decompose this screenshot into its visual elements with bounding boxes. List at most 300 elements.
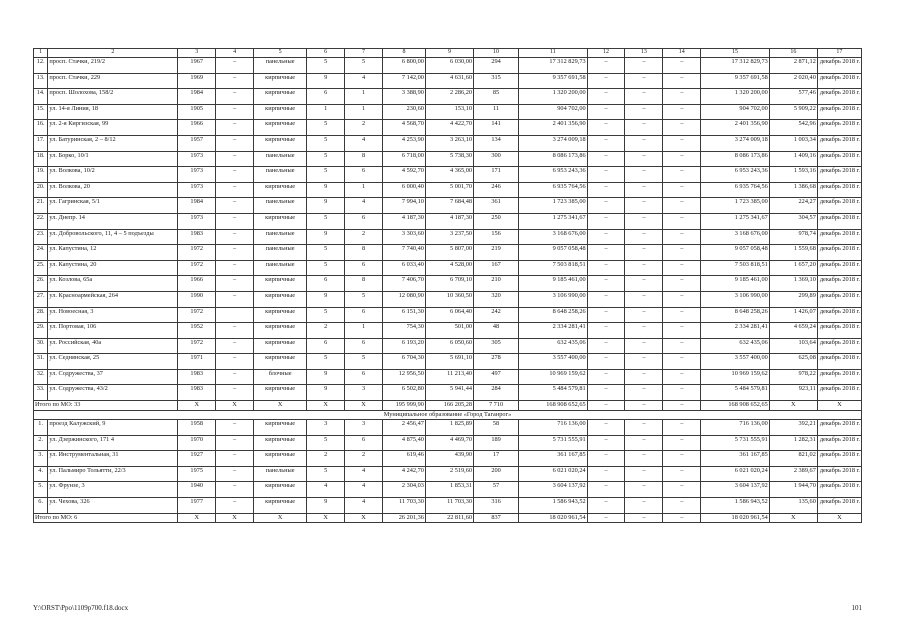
table-cell: 4 — [216, 49, 254, 58]
table-cell — [216, 307, 254, 323]
table-cell: – — [216, 151, 254, 167]
section-title-row — [34, 410, 862, 420]
table-cell: 21. — [34, 198, 48, 214]
table-cell: – — [587, 182, 625, 198]
table-cell: 1 369,10 — [769, 276, 817, 292]
table-cell: 250 — [474, 213, 519, 229]
table-cell: – — [587, 213, 625, 229]
table-cell: просп. Шолохова, 158/2 — [48, 89, 178, 105]
table-cell: – — [216, 435, 254, 451]
table-cell: декабрь 2018 г. — [817, 369, 861, 385]
table-cell: панельные — [254, 58, 307, 74]
table-cell: 316 — [474, 498, 519, 514]
table-cell: X — [178, 401, 216, 411]
table-cell: кирпичные — [254, 323, 307, 339]
table-cell: 5. — [34, 482, 48, 498]
table-cell: – — [587, 498, 625, 514]
table-cell: 294 — [474, 58, 519, 74]
table-cell: 3 — [345, 385, 383, 401]
table-cell: 224,27 — [769, 198, 817, 214]
table-cell: 1973 — [178, 213, 216, 229]
table-cell: 1 409,16 — [769, 151, 817, 167]
table-cell: 11 — [474, 104, 519, 120]
table-cell: – — [663, 213, 701, 229]
table-cell: – — [216, 291, 254, 307]
table-cell: 1 386,68 — [769, 182, 817, 198]
table-cell: 33. — [34, 385, 48, 401]
table-cell: – — [587, 73, 625, 89]
table-cell: 2 401 356,90 — [701, 120, 770, 136]
table-cell: – — [625, 135, 663, 151]
table-cell: – — [216, 73, 254, 89]
table-cell: 3 604 137,92 — [519, 482, 588, 498]
table-cell: – — [663, 167, 701, 183]
table-cell: – — [587, 513, 625, 523]
table-cell: панельные — [254, 245, 307, 261]
table-cell: 2 304,03 — [382, 482, 425, 498]
table-cell: – — [587, 369, 625, 385]
table-cell: декабрь 2018 г. — [817, 245, 861, 261]
table-cell: 2 519,60 — [425, 466, 473, 482]
table-cell: 1973 — [178, 182, 216, 198]
section-title: Муниципальное образование «Город Таганрог» — [34, 410, 862, 420]
table-total-row — [34, 401, 862, 411]
table-cell: 18 020 961,54 — [701, 513, 770, 523]
table-cell: 1 275 341,67 — [519, 213, 588, 229]
table-cell: – — [625, 369, 663, 385]
table-cell: 9 — [307, 182, 345, 198]
table-cell: 7 406,70 — [382, 276, 425, 292]
table-row — [34, 89, 862, 105]
table-cell: 9 — [307, 198, 345, 214]
table-row — [34, 451, 862, 467]
table-cell: декабрь 2018 г. — [817, 167, 861, 183]
table-row — [34, 229, 862, 245]
table-cell: 5 — [307, 213, 345, 229]
table-cell: 1957 — [178, 135, 216, 151]
table-cell: – — [587, 435, 625, 451]
table-cell: кирпичные — [254, 420, 307, 436]
table-cell: 6 — [307, 89, 345, 105]
table-cell: – — [663, 482, 701, 498]
table-cell: 1966 — [178, 120, 216, 136]
table-cell: X — [345, 513, 383, 523]
table-cell: 2 871,12 — [769, 58, 817, 74]
table-cell: – — [216, 104, 254, 120]
table-cell: декабрь 2018 г. — [817, 260, 861, 276]
table-cell: декабрь 2018 г. — [817, 151, 861, 167]
table-cell: – — [587, 58, 625, 74]
table-cell: 2 — [345, 451, 383, 467]
table-cell: – — [625, 354, 663, 370]
table-cell: – — [663, 89, 701, 105]
table-cell: – — [663, 323, 701, 339]
table-cell: ул. Волкова, 20 — [48, 182, 178, 198]
table-cell: ул. Гагринская, 5/1 — [48, 198, 178, 214]
table-cell: 6 935 764,56 — [519, 182, 588, 198]
table-cell: 10 360,50 — [425, 291, 473, 307]
table-cell: кирпичные — [254, 291, 307, 307]
table-cell: 4. — [34, 466, 48, 482]
table-cell: 5 — [307, 307, 345, 323]
table-cell: 5 — [254, 49, 307, 58]
table-cell: 4 469,70 — [425, 435, 473, 451]
table-cell: 9 — [307, 369, 345, 385]
table-cell: 11 — [519, 49, 588, 58]
table-cell: 5 — [307, 435, 345, 451]
table-cell: 5 807,00 — [425, 245, 473, 261]
table-cell: кирпичные — [254, 498, 307, 514]
table-cell: X — [254, 401, 307, 411]
table-cell: – — [587, 151, 625, 167]
table-cell: 12 080,90 — [382, 291, 425, 307]
table-cell: – — [625, 245, 663, 261]
table-row — [34, 291, 862, 307]
table-cell: 5 — [345, 291, 383, 307]
table-cell: 6 800,00 — [382, 58, 425, 74]
table-cell: – — [663, 151, 701, 167]
table-cell: кирпичные — [254, 89, 307, 105]
table-row — [34, 385, 862, 401]
table-cell: – — [625, 229, 663, 245]
table-cell: 26. — [34, 276, 48, 292]
table-cell: 2 — [48, 49, 178, 58]
table-cell: 8 648 258,26 — [519, 307, 588, 323]
table-cell: 10 969 159,62 — [701, 369, 770, 385]
table-cell: – — [625, 385, 663, 401]
table-cell: – — [625, 513, 663, 523]
table-cell: 25. — [34, 260, 48, 276]
table-cell: 17 — [817, 49, 861, 58]
table-cell: декабрь 2018 г. — [817, 323, 861, 339]
table-cell: X — [769, 513, 817, 523]
table-cell: 168 908 652,65 — [519, 401, 588, 411]
table-cell: 17 312 829,73 — [701, 58, 770, 74]
table-cell: ул. Капустина, 12 — [48, 245, 178, 261]
table-cell: 4 422,70 — [425, 120, 473, 136]
table-row — [34, 120, 862, 136]
table-cell: 29. — [34, 323, 48, 339]
table-cell: – — [216, 498, 254, 514]
table-cell: – — [587, 89, 625, 105]
table-cell: 7 503 818,51 — [701, 260, 770, 276]
table-cell: 1 — [345, 182, 383, 198]
table-cell: 242 — [474, 307, 519, 323]
table-cell: 18. — [34, 151, 48, 167]
table-cell: 6 — [345, 307, 383, 323]
table-cell: – — [663, 435, 701, 451]
table-cell: – — [216, 420, 254, 436]
table-cell: 497 — [474, 369, 519, 385]
table-row — [34, 73, 862, 89]
table-cell: декабрь 2018 г. — [817, 385, 861, 401]
table-cell: кирпичные — [254, 307, 307, 323]
table-row — [34, 276, 862, 292]
table-cell: – — [216, 198, 254, 214]
table-cell: – — [216, 120, 254, 136]
table-cell: 10 969 159,62 — [519, 369, 588, 385]
table-cell: 9 — [307, 229, 345, 245]
table-cell: декабрь 2018 г. — [817, 198, 861, 214]
table-cell: – — [216, 338, 254, 354]
table-cell: декабрь 2018 г. — [817, 135, 861, 151]
table-cell: ул. Седнянская, 25 — [48, 354, 178, 370]
table-cell: X — [307, 401, 345, 411]
table-row — [34, 58, 862, 74]
table-cell: 219 — [474, 245, 519, 261]
table-cell: 18 020 961,54 — [519, 513, 588, 523]
table-cell: проезд Калужский, 9 — [48, 420, 178, 436]
table-cell: – — [587, 466, 625, 482]
table-cell: 166 205,28 — [425, 401, 473, 411]
table-cell: панельные — [254, 466, 307, 482]
table-cell: 1969 — [178, 73, 216, 89]
table-cell: ул. 2-я Киргизская, 99 — [48, 120, 178, 136]
table-cell: 1984 — [178, 198, 216, 214]
table-cell: – — [625, 151, 663, 167]
table-cell: 4 631,60 — [425, 73, 473, 89]
table-cell: 1984 — [178, 89, 216, 105]
table-cell: – — [587, 307, 625, 323]
table-cell: 5 909,22 — [769, 104, 817, 120]
table-cell: 904 702,00 — [519, 104, 588, 120]
table-cell: кирпичные — [254, 135, 307, 151]
table-cell: 15. — [34, 104, 48, 120]
table-cell: 542,96 — [769, 120, 817, 136]
table-cell: 4 — [345, 498, 383, 514]
table-cell: 1983 — [178, 385, 216, 401]
table-cell: 4 187,30 — [425, 213, 473, 229]
table-cell: панельные — [254, 198, 307, 214]
table-cell: кирпичные — [254, 120, 307, 136]
table-cell: – — [663, 498, 701, 514]
table-cell: 6 021 020,24 — [701, 466, 770, 482]
table-cell: – — [216, 354, 254, 370]
table-cell: 6 — [345, 260, 383, 276]
table-cell: 7 684,48 — [425, 198, 473, 214]
table-cell: декабрь 2018 г. — [817, 104, 861, 120]
table-cell: 4 528,00 — [425, 260, 473, 276]
table-cell: 632 435,06 — [701, 338, 770, 354]
table-cell: 2. — [34, 435, 48, 451]
table-row — [34, 135, 862, 151]
table-cell: 156 — [474, 229, 519, 245]
table-cell: 5 — [307, 466, 345, 482]
table-cell: 7 142,00 — [382, 73, 425, 89]
table-cell: 3 274 009,18 — [519, 135, 588, 151]
table-cell: – — [216, 385, 254, 401]
table-cell: 6 050,60 — [425, 338, 473, 354]
table-cell: Итого по МО: 6 — [34, 513, 178, 523]
table-cell: 9 — [307, 73, 345, 89]
table-cell: 12 — [587, 49, 625, 58]
table-cell: 20. — [34, 182, 48, 198]
table-cell: 48 — [474, 323, 519, 339]
table-cell: 1973 — [178, 151, 216, 167]
table-cell: – — [625, 435, 663, 451]
table-cell: 6 030,00 — [425, 58, 473, 74]
table-cell: – — [625, 482, 663, 498]
table-cell: 4 659,24 — [769, 323, 817, 339]
table-cell: панельные — [254, 260, 307, 276]
table-cell: Итого по МО: 33 — [34, 401, 178, 411]
table-cell: декабрь 2018 г. — [817, 466, 861, 482]
table-cell: 6 704,30 — [382, 354, 425, 370]
table-cell: 978,22 — [769, 369, 817, 385]
table-cell: 837 — [474, 513, 519, 523]
table-cell: декабрь 2018 г. — [817, 338, 861, 354]
table-cell: 153,10 — [425, 104, 473, 120]
table-cell: – — [625, 498, 663, 514]
page-number: 101 — [851, 604, 862, 612]
table-cell: 1972 — [178, 260, 216, 276]
table-cell: – — [587, 420, 625, 436]
table-row — [34, 182, 862, 198]
table-header-row — [34, 49, 862, 58]
table-cell: 1990 — [178, 291, 216, 307]
table-cell: X — [254, 513, 307, 523]
table-cell: 6 — [307, 338, 345, 354]
table-cell: 7 740,40 — [382, 245, 425, 261]
table-cell: 9 — [425, 49, 473, 58]
table-cell: 1 723 385,00 — [519, 198, 588, 214]
table-cell: – — [587, 135, 625, 151]
table-cell: 1927 — [178, 451, 216, 467]
table-cell: 1973 — [178, 167, 216, 183]
table-cell: 5 — [307, 135, 345, 151]
table-cell: 6 193,20 — [382, 338, 425, 354]
table-cell: 1 944,70 — [769, 482, 817, 498]
table-cell: 11 703,30 — [382, 498, 425, 514]
table-cell: 361 — [474, 198, 519, 214]
table-cell: 28. — [34, 307, 48, 323]
table-cell: кирпичные — [254, 354, 307, 370]
table-cell: 1975 — [178, 466, 216, 482]
table-cell: 5 — [307, 151, 345, 167]
table-cell: ул. Портовая, 106 — [48, 323, 178, 339]
table-cell: 5 — [307, 167, 345, 183]
table-cell: – — [587, 385, 625, 401]
table-cell: 2 334 281,41 — [519, 323, 588, 339]
table-cell: просп. Стачки, 229 — [48, 73, 178, 89]
table-row — [34, 307, 862, 323]
table-cell: 12 956,50 — [382, 369, 425, 385]
table-cell: – — [625, 291, 663, 307]
table-cell: – — [663, 513, 701, 523]
table-cell: 22 811,60 — [425, 513, 473, 523]
table-cell: – — [587, 245, 625, 261]
table-cell: 439,90 — [425, 451, 473, 467]
table-cell: 716 136,00 — [701, 420, 770, 436]
table-cell: 58 — [474, 420, 519, 436]
table-cell: 32. — [34, 369, 48, 385]
table-cell: – — [663, 451, 701, 467]
table-cell: – — [663, 369, 701, 385]
table-cell: 6 — [307, 276, 345, 292]
table-cell: 1972 — [178, 245, 216, 261]
table-cell: 7 — [345, 49, 383, 58]
table-cell: ул. Российская, 40а — [48, 338, 178, 354]
table-cell: – — [663, 291, 701, 307]
table-cell: 8 — [345, 276, 383, 292]
table-cell: 30. — [34, 338, 48, 354]
table-cell: – — [625, 198, 663, 214]
table-cell: кирпичные — [254, 213, 307, 229]
table-cell: – — [663, 104, 701, 120]
table-cell: ул. Новоесная, 3 — [48, 307, 178, 323]
table-cell: декабрь 2018 г. — [817, 435, 861, 451]
table-cell: – — [663, 420, 701, 436]
table-cell: – — [625, 307, 663, 323]
table-cell: 5 — [345, 354, 383, 370]
table-cell: 3 — [178, 49, 216, 58]
table-cell: 2 — [345, 120, 383, 136]
table-cell: – — [587, 401, 625, 411]
table-cell: 300 — [474, 151, 519, 167]
table-cell: 5 731 555,91 — [701, 435, 770, 451]
table-cell: X — [345, 401, 383, 411]
table-row — [34, 369, 862, 385]
table-cell: 3 237,50 — [425, 229, 473, 245]
table-cell: 8 — [345, 151, 383, 167]
table-cell: 1 — [307, 104, 345, 120]
table-cell: 189 — [474, 435, 519, 451]
table-cell: 1967 — [178, 58, 216, 74]
table-cell: 7 710 — [474, 401, 519, 411]
table-cell: – — [216, 260, 254, 276]
table-cell: 17. — [34, 135, 48, 151]
table-cell: 619,46 — [382, 451, 425, 467]
table-cell: 320 — [474, 291, 519, 307]
table-cell: ул. Красноармейская, 264 — [48, 291, 178, 307]
table-cell: 1952 — [178, 323, 216, 339]
table-cell: 14 — [663, 49, 701, 58]
table-cell: 1 320 200,00 — [701, 89, 770, 105]
table-cell: 299,89 — [769, 291, 817, 307]
table-cell: – — [663, 135, 701, 151]
table-cell: ул. Содружества, 37 — [48, 369, 178, 385]
table-cell: X — [216, 513, 254, 523]
table-cell: – — [663, 354, 701, 370]
table-cell: 5 484 579,81 — [519, 385, 588, 401]
table-cell: – — [625, 466, 663, 482]
table-cell: 1940 — [178, 482, 216, 498]
table-cell: 1 426,07 — [769, 307, 817, 323]
table-total-row — [34, 513, 862, 523]
table-cell: 1 — [345, 323, 383, 339]
table-cell: 284 — [474, 385, 519, 401]
table-cell: – — [216, 482, 254, 498]
table-cell: – — [216, 369, 254, 385]
table-cell: 16. — [34, 120, 48, 136]
table-cell: 5 — [345, 58, 383, 74]
table-cell: декабрь 2018 г. — [817, 354, 861, 370]
table-cell: 103,64 — [769, 338, 817, 354]
table-cell: 5 — [307, 260, 345, 276]
table-cell: ул. Днепр. 14 — [48, 213, 178, 229]
table-cell: 1 559,68 — [769, 245, 817, 261]
table-cell: 8 — [345, 245, 383, 261]
table-cell: декабрь 2018 г. — [817, 58, 861, 74]
table-cell: 1905 — [178, 104, 216, 120]
document-table — [33, 48, 862, 523]
table-cell: 1 — [34, 49, 48, 58]
table-cell: – — [587, 338, 625, 354]
table-cell: – — [216, 229, 254, 245]
table-cell: 1958 — [178, 420, 216, 436]
table-cell: 3 557 400,00 — [519, 354, 588, 370]
table-cell: – — [663, 198, 701, 214]
